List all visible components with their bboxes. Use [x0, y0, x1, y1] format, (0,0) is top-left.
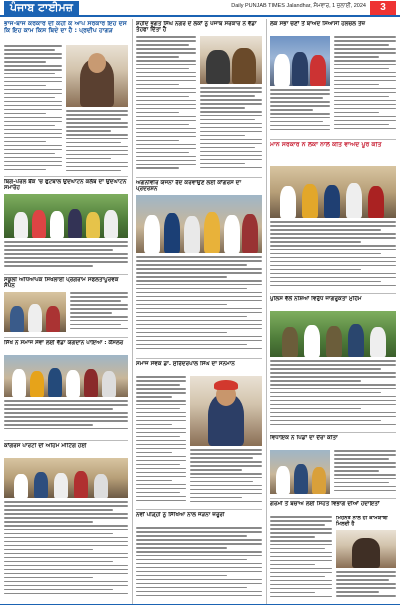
- article-body: [136, 256, 262, 356]
- protest-photo: [136, 195, 262, 253]
- portrait-photo: [190, 376, 262, 446]
- article-headline: ਪੁਲਿਸ ਵੱਲੋਂ ਨਸ਼ਿਆਂ ਵਿਰੁੱਧ ਜਾਗਰੂਕਤਾ ਮੁਹਿੰਮ: [270, 296, 362, 302]
- article-headline: ਸਿੱਖ ਨੇ ਸਮਾਜ ਸੇਵਾ ਲਈ ਵੱਡਾ ਯੋਗਦਾਨ ਪਾਇਆ : ਕੌਂਸਲਰ: [4, 340, 124, 346]
- event-photo: [4, 292, 66, 332]
- dateline: Daily PUNJAB TIMES Jalandhar, ਸੋਮਵਾਰ, 1 ਜੁਲਾਈ, 2024: [231, 3, 366, 9]
- article-body: [4, 241, 128, 272]
- article-body: [4, 501, 128, 601]
- masthead: [0, 0, 400, 17]
- group-photo: [270, 36, 330, 86]
- article-headline: ਬਿਗ-ਪੇਰਲ ਬੈਂਕ 'ਚ ਫੁਟਬਾਲ ਉਦਘਾਟਨ ਕਲੱਬ ਦਾ ਉਦਘਾਟਨ ਸਮਾਰੋਹ: [4, 179, 127, 192]
- article-headline: ਲੋਕ ਸਭਾ ਚੋਣਾਂ ਤੋਂ ਬਾਅਦ ਸਿਆਸੀ ਹਲਚਲ ਤੇਜ਼: [270, 21, 366, 27]
- article-body: [270, 89, 330, 137]
- article-body: [70, 292, 128, 334]
- event-photo: [270, 450, 330, 494]
- page-footer: [0, 604, 400, 612]
- column-divider: [132, 19, 133, 604]
- article-body: [334, 36, 396, 136]
- article-headline: ਸਮਾਜ ਸੇਵਕ ਡਾ. ਸੁਰਿੰਦਰਪਾਲ ਸਿੰਘ ਦਾ ਸਨਮਾਨ: [136, 361, 235, 367]
- article-body: [200, 87, 262, 175]
- article-body: [334, 450, 396, 496]
- article-body: [136, 376, 186, 506]
- portrait-photo: [66, 45, 128, 107]
- article-headline: ਗਰਮੀ ਤੋਂ ਬਚਾਅ ਲਈ ਸਿਹਤ ਵਿਭਾਗ ਦੀਆਂ ਹਦਾਇਤਾਂ: [270, 501, 380, 507]
- article-body: [190, 449, 262, 507]
- article-headline: ਮਿਹਨਤ ਨਾਲ ਹੀ ਕਾਮਯਾਬੀ ਮਿਲਦੀ ਹੈ: [336, 516, 388, 527]
- article-body: [136, 36, 196, 176]
- article-body: [336, 571, 396, 601]
- column-divider: [266, 19, 267, 604]
- article-headline: ਕਾਂਗਰਸ ਪਾਰਟੀ ਦੀ ਅਹਿਮ ਮੀਟਿੰਗ ਹੋਈ: [4, 443, 87, 449]
- newspaper-title: ਪੰਜਾਬ ਟਾਈਮਜ਼: [4, 1, 79, 15]
- article-body: [136, 527, 262, 601]
- article-headline: ਨਵੀਂ ਪੀੜ੍ਹੀ ਨੂੰ ਸਿੱਖਿਆ ਨਾਲ ਜੋੜਨਾ ਜ਼ਰੂਰੀ: [136, 512, 225, 518]
- portrait-photo: [200, 36, 262, 84]
- meeting-photo: [4, 458, 128, 498]
- page-number: 3: [370, 1, 396, 15]
- article-body: [66, 110, 128, 174]
- article-body: [4, 45, 62, 175]
- portrait-photo: [336, 530, 396, 568]
- article-headline: ਵਿਧਾਇਕ ਨੇ ਪਿੰਡਾਂ ਦਾ ਦੌਰਾ ਕੀਤਾ: [270, 435, 338, 441]
- article-headline: ਸਕੂਲੀ ਅਧਿਆਪਕ ਸਿਖਲਾਈ ਪ੍ਰੋਗਰਾਮ ਸਫਲਤਾਪੂਰਵਕ ਸੰਪੰਨ: [4, 277, 119, 290]
- article-headline: ਮਾਨ ਸਰਕਾਰ ਨੇ ਲੋਕਾਂ ਨਾਲ ਕੀਤੇ ਵਾਅਦੇ ਪੂਰੇ ਕੀਤੇ: [270, 142, 382, 148]
- article-body: [270, 360, 396, 430]
- article-headline: ਅਗਨੀਵੀਰ ਯੋਜਨਾ ਰੱਦ ਕਰਵਾਉਣ ਲਈ ਕਾਂਗਰਸ ਦਾ ਪ੍ਰਦਰਸ਼ਨ: [136, 180, 242, 193]
- article-headline: ਭਾਜ-ਬਾਜ ਕਰਕਾਰ ਦੀ ਕਹੀ ਕੇ ਆਪ ਸਰਕਾਰ ਇਹ ਦੱਸੇ ਕਿ ਇਹ ਕਾਮ ਕਿਸ ਬਿਦੇ ਦਾ ਹੈ : ਪ੍ਰਦੀਪ ਹਾਗੜ: [4, 21, 127, 34]
- police-photo: [270, 311, 396, 357]
- article-body: [270, 221, 396, 291]
- group-photo: [4, 355, 128, 397]
- article-body: [4, 400, 128, 438]
- article-body: [270, 516, 332, 601]
- group-photo: [4, 194, 128, 238]
- article-headline: ਸ਼ਹੀਦ ਭਗਤ ਸਿੰਘ ਨਗਰ ਦੇ ਲੋਕਾਂ ਨੂੰ ਪੰਜਾਬ ਸਰਕਾਰ ਨੇ ਵੱਡਾ ਤੋਹਫਾ ਦਿੱਤਾ ਹੈ: [136, 21, 257, 34]
- meeting-photo: [270, 166, 396, 218]
